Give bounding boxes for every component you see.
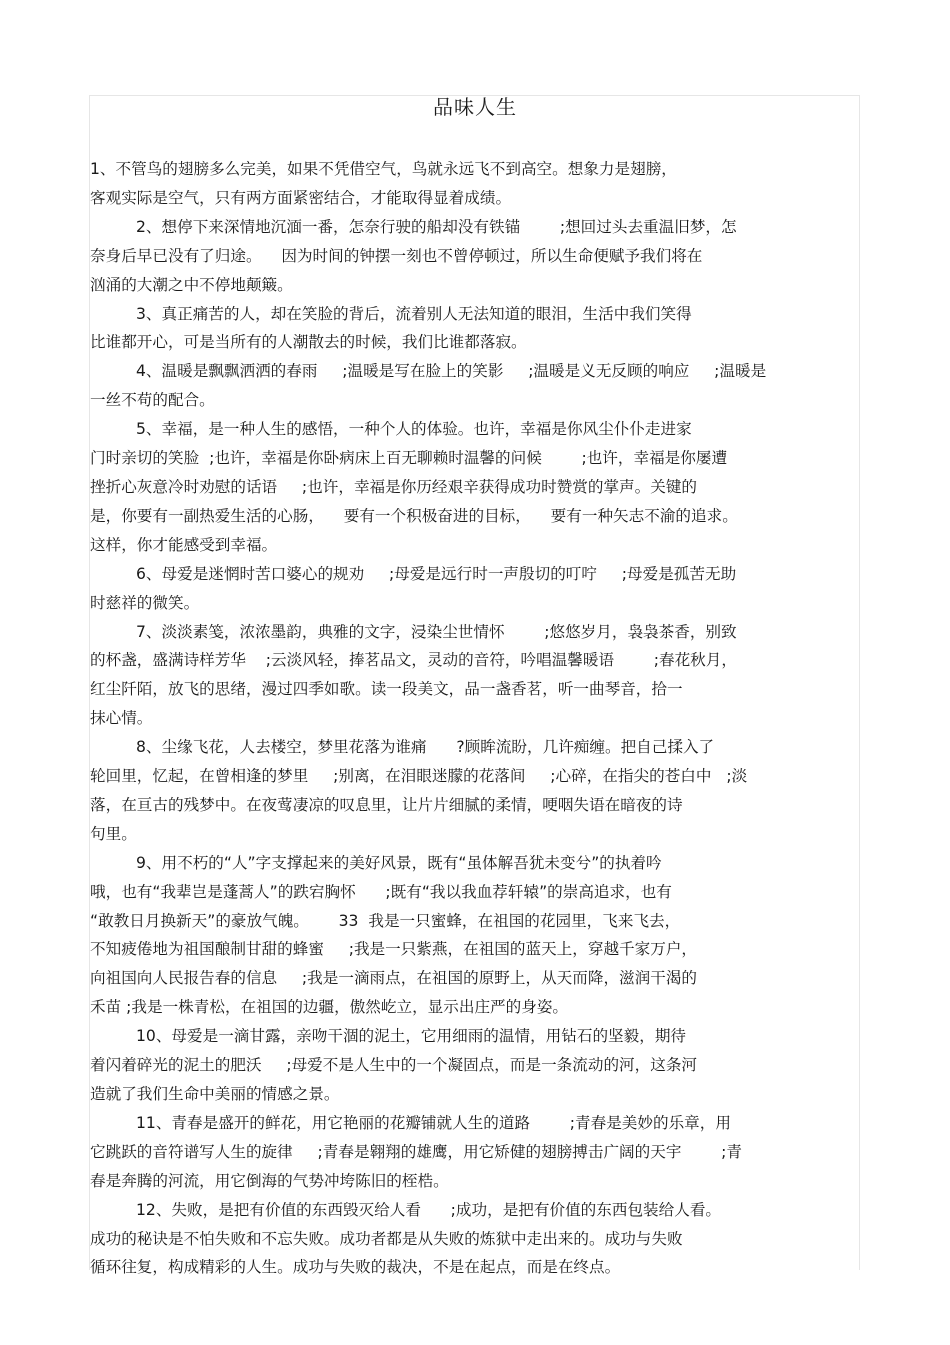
paragraph-line: 春是奔腾的河流，用它倒海的气势冲垮陈旧的桎梏。	[90, 1171, 449, 1190]
paragraph-line: 3、真正痛苦的人，却在笑脸的背后，流着别人无法知道的眼泪，生活中我们笑得	[136, 304, 692, 323]
paragraph-line: 11、青春是盛开的鲜花，用它艳丽的花瓣铺就人生的道路 ;青春是美妙的乐章，用	[136, 1113, 731, 1132]
paragraph-line: 4、温暖是飘飘洒洒的春雨 ;温暖是写在脸上的笑影 ;温暖是义无反顾的响应 ;温暖是	[136, 362, 767, 381]
paragraph-line: 成功的秘诀是不怕失败和不忘失败。成功者都是从失败的炼狱中走出来的。成功与失败	[90, 1229, 683, 1248]
paragraph-line: 是，你要有一副热爱生活的心肠， 要有一个积极奋进的目标， 要有一种矢志不渝的追求。	[90, 506, 738, 525]
paragraph	[90, 560, 860, 618]
paragraph-line: 挫折心灰意冷时劝慰的话语 ;也许，幸福是你历经艰辛获得成功时赞赏的掌声。关键的	[90, 477, 698, 496]
paragraph-line: 禾苗 ;我是一株青松，在祖国的边疆，傲然屹立，显示出庄严的身姿。	[90, 998, 569, 1017]
paragraph-line: 的杯盏，盛满诗样芳华 ;云淡风轻，捧茗品文，灵动的音符，吟唱温馨暖语 ;春花秋月，	[90, 651, 737, 670]
paragraph-line: 5、幸福，是一种人生的感悟，一种个人的体验。也许，幸福是你风尘仆仆走进家	[136, 420, 692, 439]
paragraph-line: 哦，也有“我辈岂是蓬蒿人”的跌宕胸怀 ;既有“我以我血荐轩辕”的崇高追求，也有	[90, 882, 672, 901]
paragraph	[90, 1022, 860, 1109]
paragraph-line: 红尘阡陌，放飞的思绪，漫过四季如歌。读一段美文，品一盏香茗，听一曲琴音，拾一	[90, 680, 683, 699]
paragraph-line: 比谁都开心，可是当所有的人潮散去的时候，我们比谁都落寂。	[90, 333, 527, 352]
paragraph	[90, 213, 860, 300]
paragraph-line: 抹心情。	[90, 709, 153, 728]
paragraph	[90, 849, 860, 1022]
paragraph-line: 2、想停下来深情地沉湎一番，怎奈行驶的船却没有铁锚 ;想回过头去重温旧梦，怎	[136, 217, 737, 236]
paragraph-line: 落，在亘古的残梦中。在夜莺凄凉的叹息里，让片片细腻的柔情，哽咽失语在暗夜的诗	[90, 795, 683, 814]
paragraph-line: 一丝不苟的配合。	[90, 391, 215, 410]
paragraph	[90, 1196, 860, 1283]
paragraph-line: 句里。	[90, 824, 137, 843]
paragraph-line: 它跳跃的音符谱写人生的旋律 ;青春是翱翔的雄鹰，用它矫健的翅膀搏击广阔的天宇 ;青	[90, 1142, 742, 1161]
paragraph-line: 轮回里，忆起，在曾相逢的梦里 ;别离，在泪眼迷朦的花落间 ;心碎，在指尖的苍白中 ;淡	[90, 767, 748, 786]
paragraph-line: 1、不管鸟的翅膀多么完美，如果不凭借空气，鸟就永远飞不到高空。想象力是翅膀，	[90, 160, 677, 178]
paragraph-line: 10、母爱是一滴甘露，亲吻干涸的泥土，它用细雨的温情，用钻石的坚毅，期待	[136, 1027, 687, 1046]
paragraph-line: 造就了我们生命中美丽的情感之景。	[90, 1085, 340, 1103]
paragraph	[90, 1109, 860, 1196]
paragraph-line: 7、淡淡素笺，浓浓墨韵，典雅的文字，浸染尘世情怀 ;悠悠岁月，袅袅茶香，别致	[136, 622, 737, 641]
paragraph	[90, 357, 860, 415]
document-body	[90, 155, 860, 1282]
paragraph-line: 12、失败，是把有价值的东西毁灭给人看 ;成功，是把有价值的东西包装给人看。	[136, 1200, 722, 1219]
paragraph-line: “敢教日月换新天”的豪放气魄。 33 我是一只蜜蜂，在祖国的花园里，飞来飞去，	[90, 911, 681, 930]
paragraph-line: 8、尘缘飞花，人去楼空，梦里花落为谁痛 ?顾眸流盼，几许痴缠。把自己揉入了	[136, 738, 715, 757]
paragraph-line: 客观实际是空气，只有两方面紧密结合，才能取得显着成绩。	[90, 188, 512, 207]
paragraph-line: 着闪着碎光的泥土的肥沃 ;母爱不是人生中的一个凝固点，而是一条流动的河，这条河	[90, 1056, 698, 1075]
paragraph-line: 汹涌的大潮之中不停地颠簸。	[90, 275, 293, 294]
paragraph	[90, 415, 860, 560]
paragraph	[90, 733, 860, 849]
paragraph-line: 门时亲切的笑脸 ;也许，幸福是你卧病床上百无聊赖时温馨的问候 ;也许，幸福是你屡遭	[90, 449, 728, 468]
paragraph	[90, 618, 860, 734]
paragraph-line: 这样，你才能感受到幸福。	[90, 535, 278, 554]
paragraph-line: 向祖国向人民报告春的信息 ;我是一滴雨点，在祖国的原野上，从天而降，滋润干渴的	[90, 969, 698, 988]
paragraph	[90, 155, 860, 213]
paragraph-line: 不知疲倦地为祖国酿制甘甜的蜂蜜 ;我是一只紫燕，在祖国的蓝天上，穿越千家万户，	[90, 940, 698, 959]
paragraph-line: 奈身后早已没有了归途。 因为时间的钟摆一刻也不曾停顿过，所以生命便赋予我们将在	[90, 246, 703, 265]
paragraph-line: 6、母爱是迷惘时苦口婆心的规劝 ;母爱是远行时一声殷切的叮咛 ;母爱是孤苦无助	[136, 564, 737, 583]
paragraph	[90, 300, 860, 358]
paragraph-line: 9、用不朽的“人”字支撑起来的美好风景，既有“虽体解吾犹未变兮”的执着吟	[136, 853, 662, 872]
paragraph-line: 循环往复，构成精彩的人生。成功与失败的裁决，不是在起点，而是在终点。	[90, 1258, 621, 1277]
document-title: 品味人生	[433, 95, 517, 119]
paragraph-line: 时慈祥的微笑。	[90, 593, 200, 612]
